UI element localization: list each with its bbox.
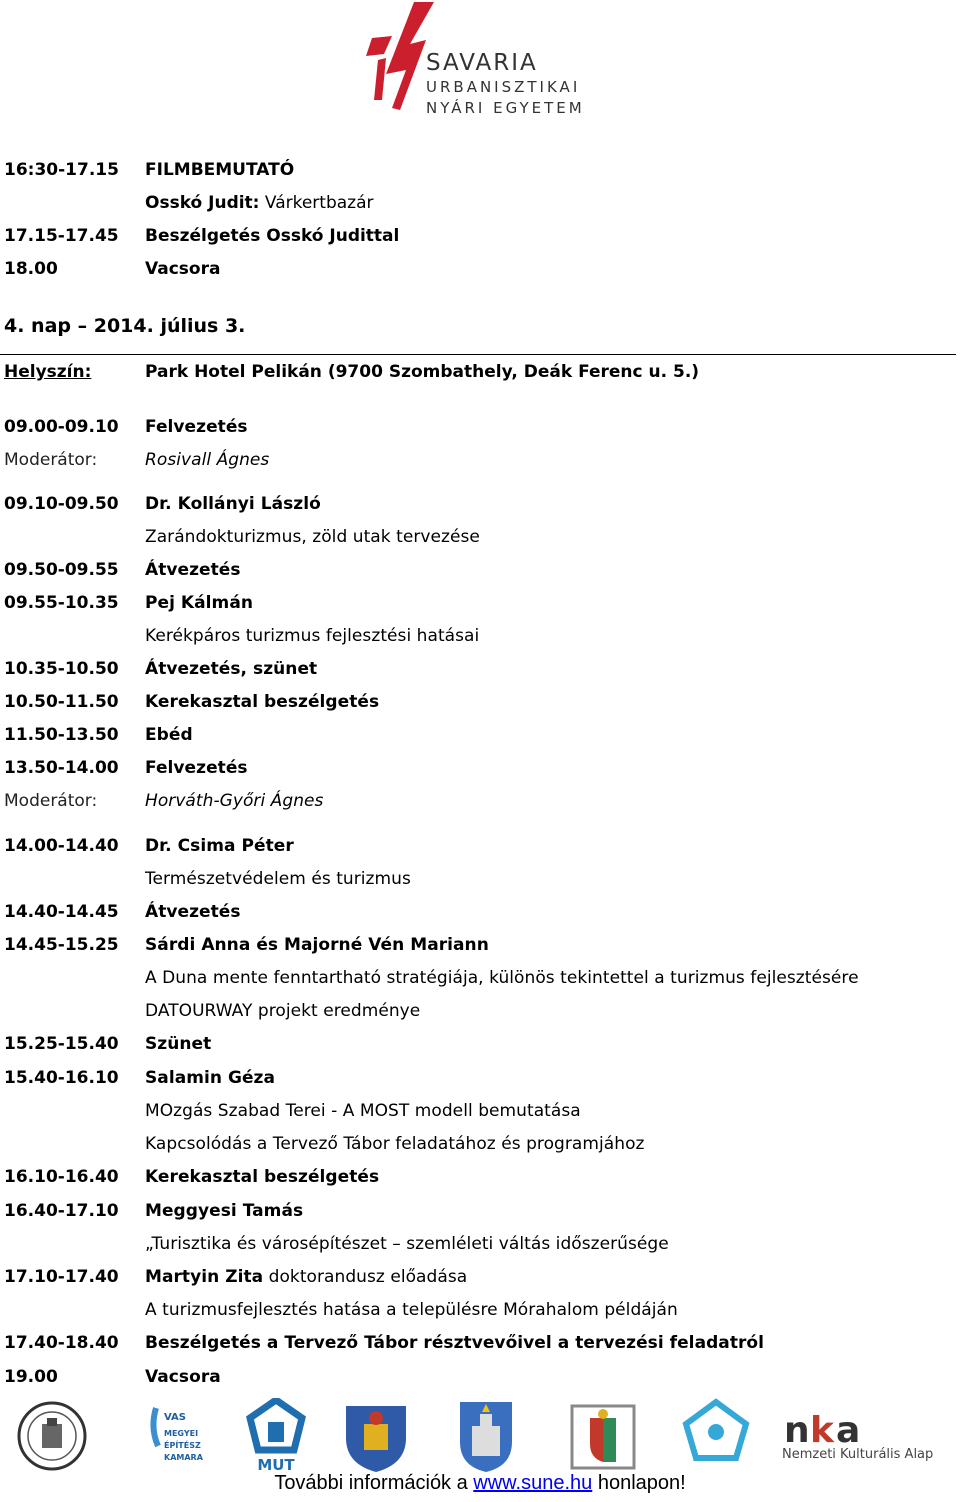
program-row <box>0 1034 960 1060</box>
program-row <box>0 1001 960 1027</box>
program-title: Ebéd <box>145 725 193 745</box>
location-label: Helyszín: <box>4 362 92 382</box>
program-time: 10.50-11.50 <box>4 692 119 712</box>
program-title: Dr. Kollányi László <box>145 494 321 514</box>
program-row <box>0 836 960 862</box>
program-row <box>0 1234 960 1260</box>
program-row <box>0 1300 960 1326</box>
program-title: Átvezetés <box>145 560 241 580</box>
moderator-row <box>0 450 960 476</box>
speaker-role: doktorandusz előadása <box>263 1267 468 1287</box>
row-text <box>145 259 220 279</box>
moderator-label: Moderátor: <box>4 791 98 811</box>
footer-text <box>0 1472 960 1495</box>
program-subtitle: A turizmusfejlesztés hatása a településre Mórahalom példáján <box>145 1300 678 1320</box>
program-row <box>0 968 960 994</box>
program-title: Felvezetés <box>145 758 248 778</box>
coat-of-arms-logo <box>340 1398 412 1474</box>
program-title: Átvezetés, szünet <box>145 659 318 679</box>
program-time: 09.55-10.35 <box>4 593 119 613</box>
seal-logo <box>4 1398 104 1474</box>
program-row <box>0 869 960 895</box>
program-row <box>0 1367 960 1393</box>
program-row <box>0 626 960 652</box>
program-subtitle: Zarándokturizmus, zöld utak tervezése <box>145 527 480 547</box>
nka-logo <box>780 1398 958 1474</box>
row-text <box>145 226 399 246</box>
program-row <box>0 935 960 961</box>
program-subtitle: Természetvédelem és turizmus <box>145 869 411 889</box>
footer-text-after: honlapon! <box>592 1472 686 1494</box>
program-subtitle: DATOURWAY projekt eredménye <box>145 1001 421 1021</box>
logo-line-2: URBANISZTIKAI <box>426 78 581 96</box>
program-row <box>0 1201 960 1227</box>
program-row <box>0 417 960 443</box>
program-title: Kerekasztal beszélgetés <box>145 1167 380 1187</box>
svg-text:a: a <box>836 1410 861 1451</box>
logo-line-3: NYÁRI EGYETEM <box>426 99 585 117</box>
schedule-row <box>0 259 960 285</box>
program-time: 14.45-15.25 <box>4 935 119 955</box>
program-row <box>0 725 960 751</box>
schedule-row <box>0 160 960 186</box>
row-title: FILMBEMUTATÓ <box>145 160 295 180</box>
program-row <box>0 902 960 928</box>
program-title: Vacsora <box>145 1367 221 1387</box>
program-time: 14.40-14.45 <box>4 902 119 922</box>
program-time: 10.35-10.50 <box>4 659 119 679</box>
program-title: Felvezetés <box>145 417 248 437</box>
program-time: 13.50-14.00 <box>4 758 119 778</box>
program-time: 09.10-09.50 <box>4 494 119 514</box>
savaria-logo <box>364 0 594 122</box>
program-subtitle: Kerékpáros turizmus fejlesztési hatásai <box>145 626 480 646</box>
schedule-row <box>0 193 960 219</box>
row-text <box>145 193 374 213</box>
program-title: Salamin Géza <box>145 1068 276 1088</box>
svg-text:Nemzeti Kulturális Alap: Nemzeti Kulturális Alap <box>782 1447 934 1462</box>
footer-text-before: További információk a <box>274 1472 474 1494</box>
program-row <box>0 1134 960 1160</box>
program-time: 16.10-16.40 <box>4 1167 119 1187</box>
program-subtitle: „Turisztika és városépítészet – szemléleti váltás időszerűsége <box>145 1234 669 1254</box>
moderator-label: Moderátor: <box>4 450 98 470</box>
logo-line-1: SAVARIA <box>426 50 538 76</box>
program-row <box>0 593 960 619</box>
day-title: 4. nap – 2014. július 3. <box>4 315 246 337</box>
program-row <box>0 1068 960 1094</box>
program-row <box>0 560 960 586</box>
svg-text:KAMARA: KAMARA <box>164 1453 203 1462</box>
moderator-row <box>0 791 960 817</box>
program-row <box>0 758 960 784</box>
city-coat-of-arms-logo <box>456 1398 516 1474</box>
row-text <box>145 160 294 180</box>
svg-text:n: n <box>784 1410 810 1451</box>
program-time: 17.10-17.40 <box>4 1267 119 1287</box>
program-title: Szünet <box>145 1034 212 1054</box>
program-title: Kerekasztal beszélgetés <box>145 692 380 712</box>
program-title: Dr. Csima Péter <box>145 836 294 856</box>
program-row <box>0 1267 960 1293</box>
program-subtitle: Kapcsolódás a Tervező Tábor feladatához és programjához <box>145 1134 645 1154</box>
program-time: 17.40-18.40 <box>4 1333 119 1353</box>
mut-logo <box>246 1398 306 1474</box>
svg-text:MEGYEI: MEGYEI <box>164 1429 199 1438</box>
row-time: 16:30-17.15 <box>4 160 119 180</box>
vas-megyei-epitesz-kamara-logo <box>148 1398 208 1474</box>
svg-text:MUT: MUT <box>257 1456 295 1474</box>
program-title: Meggyesi Tamás <box>145 1201 304 1221</box>
svg-text:k: k <box>810 1410 834 1451</box>
moderator-name: Rosivall Ágnes <box>145 450 270 470</box>
row-time: 17.15-17.45 <box>4 226 119 246</box>
program-time: 09.00-09.10 <box>4 417 119 437</box>
program-time: 16.40-17.10 <box>4 1201 119 1221</box>
row-title: Osskó Judit: <box>145 193 260 213</box>
row-subtitle: Várkertbazár <box>259 193 374 213</box>
program-time: 15.40-16.10 <box>4 1068 119 1088</box>
speaker-name: Martyin Zita <box>145 1267 264 1287</box>
program-row <box>0 494 960 520</box>
program-title <box>145 1267 467 1287</box>
svg-text:ÉPÍTÉSZ: ÉPÍTÉSZ <box>164 1441 201 1450</box>
program-title: Sárdi Anna és Majorné Vén Mariann <box>145 935 489 955</box>
program-subtitle: MOzgás Szabad Terei - A MOST modell bemutatása <box>145 1101 581 1121</box>
fiatal-urbanistak-logo <box>680 1398 752 1474</box>
schedule-row <box>0 226 960 252</box>
row-title: Beszélgetés Osskó Judittal <box>145 226 400 246</box>
moderator-name: Horváth-Győri Ágnes <box>145 791 324 811</box>
hungarian-coat-of-arms-logo <box>568 1398 638 1474</box>
program-time: 09.50-09.55 <box>4 560 119 580</box>
program-row <box>0 659 960 685</box>
program-time: 15.25-15.40 <box>4 1034 119 1054</box>
program-time: 14.00-14.40 <box>4 836 119 856</box>
program-title: Pej Kálmán <box>145 593 253 613</box>
location-text: Park Hotel Pelikán (9700 Szombathely, Deák Ferenc u. 5.) <box>145 362 700 382</box>
program-subtitle: A Duna mente fenntartható stratégiája, különös tekintettel a turizmus fejlesztésére <box>145 968 859 988</box>
program-row <box>0 1333 960 1359</box>
program-title: Beszélgetés a Tervező Tábor résztvevőivel a tervezési feladatról <box>145 1333 765 1353</box>
program-row <box>0 1101 960 1127</box>
divider <box>0 354 956 355</box>
website-link[interactable]: www.sune.hu <box>473 1472 593 1494</box>
program-title: Átvezetés <box>145 902 241 922</box>
row-title: Vacsora <box>145 259 221 279</box>
program-row <box>0 1167 960 1193</box>
program-row <box>0 692 960 718</box>
svg-text:VAS: VAS <box>164 1412 187 1423</box>
row-time: 18.00 <box>4 259 58 279</box>
program-time: 19.00 <box>4 1367 58 1387</box>
program-row <box>0 527 960 553</box>
program-time: 11.50-13.50 <box>4 725 119 745</box>
